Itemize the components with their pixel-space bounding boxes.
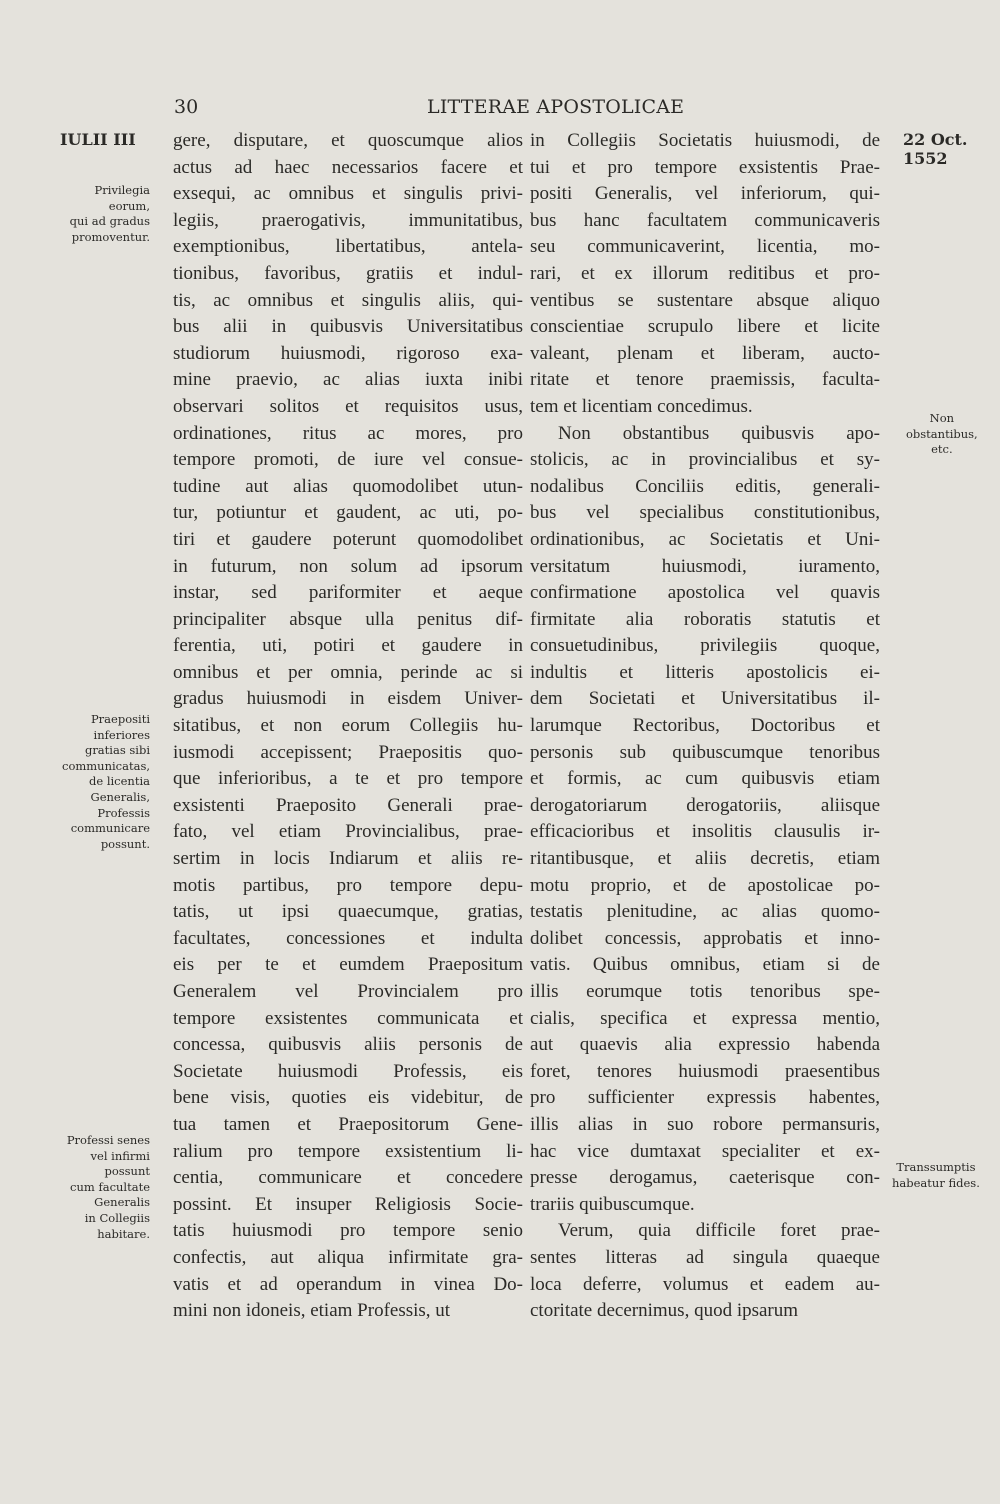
left-column-line: sertim in locis Indiarum et aliis re- <box>173 848 523 870</box>
left-column-line: tur, potiuntur et gaudent, ac uti, po- <box>173 502 523 524</box>
right-column-line: dem Societati et Universitatibus il- <box>530 688 880 710</box>
right-column-line: illis alias in suo robore permansuris, <box>530 1113 880 1135</box>
left-column-line: tudine aut alias quomodolibet utun- <box>173 475 523 497</box>
right-column-line: ordinationibus, ac Societatis et Uni- <box>530 528 880 550</box>
right-column-line: conscientiae scrupulo libere et licite <box>530 316 880 338</box>
left-column-line: ralium pro tempore exsistentium li- <box>173 1140 523 1162</box>
right-column-line: bus vel specialibus constitutionibus, <box>530 502 880 524</box>
left-column-line: tempore promoti, de iure vel consue- <box>173 449 523 471</box>
right-column-line: vatis. Quibus omnibus, etiam si de <box>530 954 880 976</box>
right-column-line: sentes litteras ad singula quaeque <box>530 1246 880 1268</box>
left-column-line: sitatibus, et non eorum Collegiis hu- <box>173 715 523 737</box>
left-column-line: tatis huiusmodi pro tempore senio <box>173 1220 523 1242</box>
right-column-line: rari, et ex illorum reditibus et pro- <box>530 262 880 284</box>
margin-note-right: Non obstantibus, etc. <box>906 411 978 457</box>
right-column-line: in Collegiis Societatis huiusmodi, de <box>530 130 880 151</box>
right-column-line: aut quaevis alia expressio habenda <box>530 1034 880 1056</box>
left-column-line: iusmodi accepissent; Praepositis quo- <box>173 741 523 763</box>
left-column-line: motis partibus, pro tempore depu- <box>173 874 523 896</box>
left-column-line: bus alii in quibusvis Universitatibus <box>173 316 523 338</box>
left-column-line: tionibus, favoribus, gratiis et indul- <box>173 262 523 284</box>
left-column-line: exsistenti Praeposito Generali prae- <box>173 794 523 816</box>
right-column-line: Non obstantibus quibusvis apo- <box>558 422 880 444</box>
left-column-line: possint. Et insuper Religiosis Socie- <box>173 1193 523 1215</box>
pontiff-heading: IULII III <box>60 130 136 149</box>
left-column-line: legiis, praerogativis, immunitatibus, <box>173 209 523 231</box>
left-column-line: gere, disputare, et quoscumque alios <box>173 130 523 151</box>
left-column-line: omnibus et per omnia, perinde ac si <box>173 661 523 683</box>
left-column-line: mine praevio, ac alias iuxta inibi <box>173 369 523 391</box>
right-column-line: ritate et tenore praemissis, faculta- <box>530 369 880 391</box>
right-column-line: stolicis, ac in provincialibus et sy- <box>530 449 880 471</box>
margin-note-left: Praepositi inferiores gratias sibi communicatas, de licentia Generalis, Professis communicare possunt. <box>62 712 150 851</box>
right-column-line: ctoritate decernimus, quod ipsarum <box>530 1300 799 1322</box>
right-column-line: illis eorumque totis tenoribus spe- <box>530 981 880 1002</box>
right-column-line: dolibet concessis, approbatis et inno- <box>530 927 880 949</box>
right-column-line: personis sub quibuscumque tenoribus <box>530 741 880 763</box>
left-column-line: Societate huiusmodi Professis, eis <box>173 1060 523 1082</box>
right-column-line: efficacioribus et insolitis clausulis ir- <box>530 821 880 843</box>
left-column-line: que inferioribus, a te et pro tempore <box>173 768 523 790</box>
left-column-line: tis, ac omnibus et singulis aliis, qui- <box>173 289 523 311</box>
right-text-column <box>530 128 880 1325</box>
right-column-line: Verum, quia difficile foret prae- <box>558 1220 880 1242</box>
left-column-line: ordinationes, ritus ac mores, pro <box>173 422 523 444</box>
right-column-line: versitatum huiusmodi, iuramento, <box>530 555 880 577</box>
left-column-line: eis per te et eumdem Praepositum <box>173 954 523 976</box>
right-column-line: cialis, specifica et expressa mentio, <box>530 1007 880 1029</box>
right-column-line: positi Generalis, vel inferiorum, qui- <box>530 183 880 205</box>
right-column-line: trariis quibuscumque. <box>530 1193 695 1215</box>
left-column-line: instar, sed pariformiter et aeque <box>173 582 523 604</box>
margin-note-left: Professi senes vel infirmi possunt cum facultate Generalis in Collegiis habitare. <box>66 1133 150 1241</box>
left-column-line: actus ad haec necessarios facere et <box>173 156 523 178</box>
right-column-line: valeant, plenam et liberam, aucto- <box>530 342 880 364</box>
left-column-line: mini non idoneis, etiam Professis, ut <box>173 1300 451 1322</box>
right-column-line: nodalibus Conciliis editis, generali- <box>530 475 880 497</box>
left-column-line: tua tamen et Praepositorum Gene- <box>173 1113 523 1135</box>
right-column-line: loca deferre, volumus et eadem au- <box>530 1273 880 1295</box>
left-column-line: centia, communicare et concedere <box>173 1167 523 1189</box>
right-column-line: indultis et litteris apostolicis ei- <box>530 661 880 683</box>
right-column-line: derogatoriarum derogatoriis, aliisque <box>530 794 880 816</box>
right-column-line: tem et licentiam concedimus. <box>530 395 753 417</box>
left-column-line: principaliter absque ulla penitus dif- <box>173 608 523 630</box>
left-column-line: gradus huiusmodi in eisdem Univer- <box>173 688 523 710</box>
page-number: 30 <box>174 96 199 118</box>
right-column-line: confirmatione apostolica vel quavis <box>530 582 880 604</box>
right-column-line: firmitate alia roboratis statutis et <box>530 608 880 630</box>
margin-note-right: Transsumptis habeatur fides. <box>892 1160 980 1190</box>
right-column-line: foret, tenores huiusmodi praesentibus <box>530 1060 880 1082</box>
left-column-line: facultates, concessiones et indulta <box>173 927 523 949</box>
date-heading: 22 Oct. 1552 <box>903 130 968 168</box>
right-column-line: consuetudinibus, privilegiis quoque, <box>530 635 880 657</box>
left-column-line: ferentia, uti, potiri et gaudere in <box>173 635 523 657</box>
left-column-line: Generalem vel Provincialem pro <box>173 981 523 1002</box>
right-column-line: tui et pro tempore exsistentis Prae- <box>530 156 880 178</box>
right-column-line: ventibus se sustentare absque aliquo <box>530 289 880 311</box>
left-column-line: exemptionibus, libertatibus, antela- <box>173 236 523 258</box>
right-column-line: ritantibusque, et aliis decretis, etiam <box>530 848 880 870</box>
right-column-line: pro sufficienter expressis habentes, <box>530 1087 880 1109</box>
right-column-line: presse derogamus, caeterisque con- <box>530 1167 880 1189</box>
left-column-line: confectis, aut aliqua infirmitate gra- <box>173 1246 523 1268</box>
left-column-line: bene visis, quoties eis videbitur, de <box>173 1087 523 1109</box>
right-column-line: hac vice dumtaxat specialiter et ex- <box>530 1140 880 1162</box>
right-column-line: et formis, ac cum quibusvis etiam <box>530 768 880 790</box>
left-column-line: tempore exsistentes communicata et <box>173 1007 523 1029</box>
right-column-line: larumque Rectoribus, Doctoribus et <box>530 715 880 737</box>
left-column-line: in futurum, non solum ad ipsorum <box>173 555 523 577</box>
left-column-line: exsequi, ac omnibus et singulis privi- <box>173 183 523 205</box>
left-column-line: tatis, ut ipsi quaecumque, gratias, <box>173 901 523 923</box>
left-column-line: tiri et gaudere poterunt quomodolibet <box>173 528 523 550</box>
left-column-line: fato, vel etiam Provincialibus, prae- <box>173 821 523 843</box>
right-column-line: bus hanc facultatem communicaveris <box>530 209 880 231</box>
left-column-line: vatis et ad operandum in vinea Do- <box>173 1273 523 1295</box>
left-column-line: studiorum huiusmodi, rigoroso exa- <box>173 342 523 364</box>
margin-note-left: Privilegia eorum, qui ad gradus promoventur. <box>69 183 150 244</box>
left-column-line: concessa, quibusvis aliis personis de <box>173 1034 523 1056</box>
right-column-line: motu proprio, et de apostolicae po- <box>530 874 880 896</box>
right-column-line: testatis plenitudine, ac alias quomo- <box>530 901 880 923</box>
left-column-line: observari solitos et requisitos usus, <box>173 395 523 417</box>
left-text-column <box>173 128 523 1325</box>
running-title: LITTERAE APOSTOLICAE <box>427 96 685 118</box>
right-column-line: seu communicaverint, licentia, mo- <box>530 236 880 258</box>
